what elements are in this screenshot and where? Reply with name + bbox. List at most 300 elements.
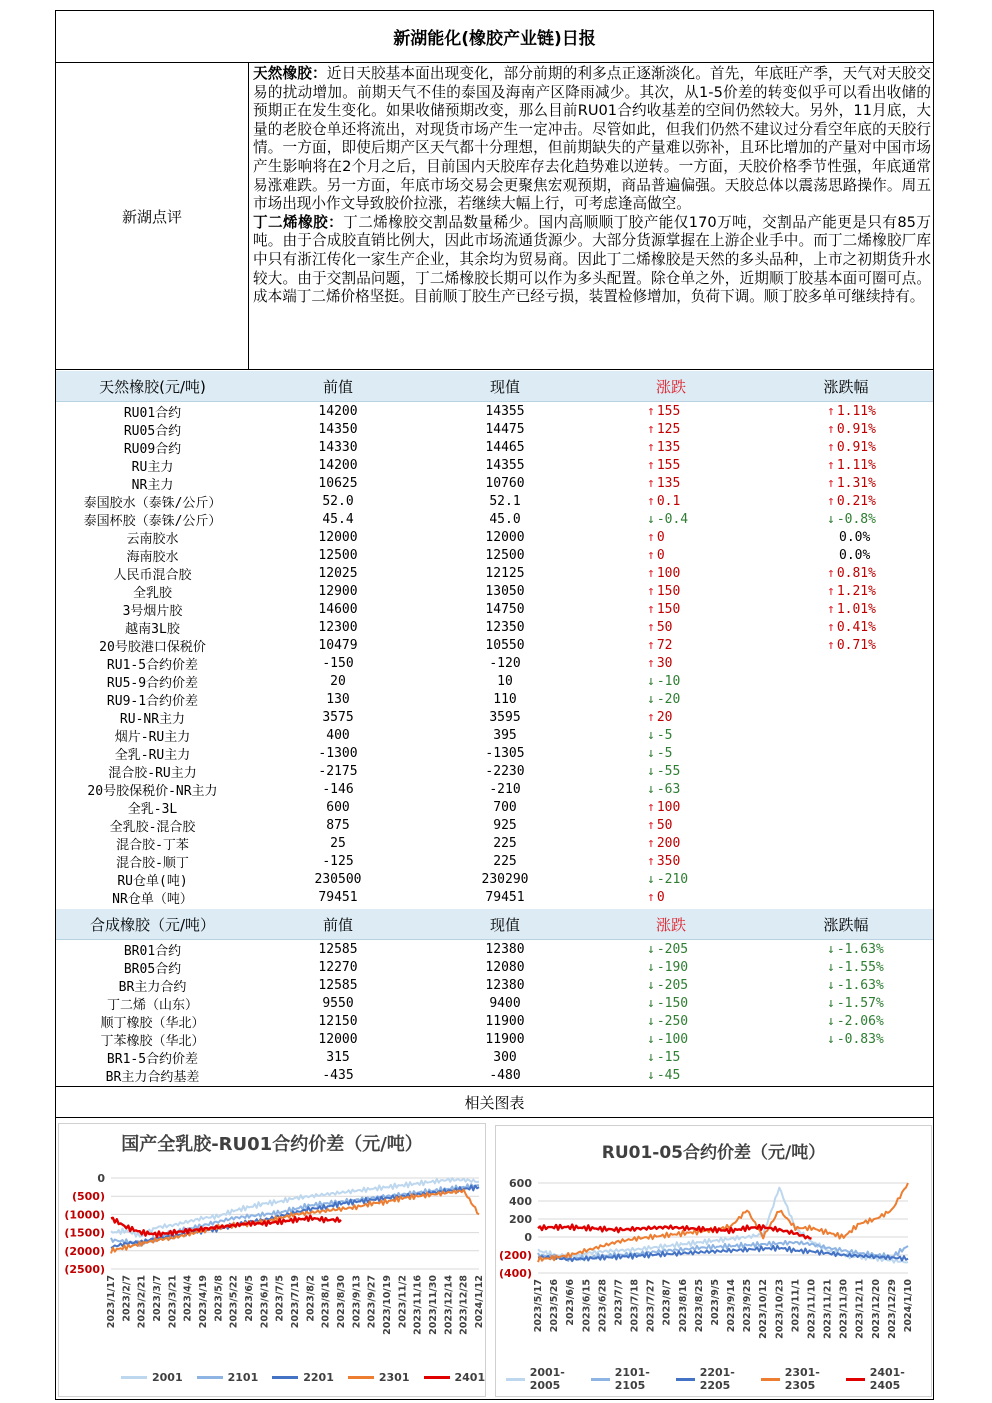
br-table-header xyxy=(56,909,933,940)
row-change: -210 xyxy=(656,871,689,887)
row-name: RU-NR主力 xyxy=(119,711,186,727)
down-arrow-icon: ↓ xyxy=(827,977,835,993)
row-name: BR05合约 xyxy=(123,961,182,977)
legend-label: 2001-2005 xyxy=(529,1366,565,1392)
nr-table-row xyxy=(56,474,933,492)
row-pct: 0.81% xyxy=(836,565,876,581)
row-prev: 12000 xyxy=(318,529,358,545)
legend-label: 2301 xyxy=(378,1371,410,1384)
x-tick-label: 2023/7/27 xyxy=(645,1279,657,1333)
commentary-nr-body: 近日天胶基本面出现变化，部分前期的利多点正逐渐淡化。首先，年底旺产季，天气对天胶交易的扰动增加。前期天气不佳的泰国及海南产区降雨减少。其次，从1-5价差的转变似乎可以看出收储的预期正在发生变化。如果收储预期改变，那么目前RU01合约收基差的空间仍然较大。另外，11月底，大量的老胶仓单还将流出，对现货市场产生一定冲击。尽管如此，但我们仍然不建议过分看空年底的天胶行情。一方面，即使后期产区天气都十分理想，但前期缺失的产量难以弥补，且环比增加的产量对中国市场产生影响将在2个月之后，目前国内天胶库存去化趋势难以逆转。一方面，天胶价格季节性强，年底通常易涨难跌。另一方面，年底市场交易会更聚焦宏观预期，商品普遍偏强。天胶总体以震荡思路操作。周五市场出现小作文导致胶价拉涨，若继续大幅上行，可考虑逢高做空。 xyxy=(253,65,931,213)
row-prev: -1300 xyxy=(318,745,358,761)
row-name: 混合胶-丁苯 xyxy=(116,837,189,853)
y-tick-label: 0 xyxy=(524,1231,532,1244)
commentary-nr xyxy=(253,65,931,214)
br-header-change: 涨跌 xyxy=(655,915,686,934)
row-name: BR主力合约基差 xyxy=(105,1069,200,1085)
up-arrow-icon: ↑ xyxy=(647,565,655,581)
row-cur: 13050 xyxy=(485,583,525,599)
row-name: 泰国杯胶（泰铢/公斤） xyxy=(83,513,222,529)
nr-table-row xyxy=(56,672,933,690)
br-header-pct: 涨跌幅 xyxy=(823,915,869,934)
row-name: 混合胶-顺丁 xyxy=(116,855,189,871)
legend-swatch xyxy=(761,1378,780,1381)
row-cur: 12380 xyxy=(485,977,525,993)
down-arrow-icon: ↓ xyxy=(647,941,655,957)
row-change: -63 xyxy=(656,781,681,797)
row-change: 0 xyxy=(656,889,665,905)
row-pct: -1.63% xyxy=(836,977,884,993)
up-arrow-icon: ↑ xyxy=(647,403,655,419)
row-prev: 600 xyxy=(326,799,350,815)
nr-table-row xyxy=(56,546,933,564)
row-name: 混合胶-RU主力 xyxy=(108,765,197,781)
x-tick-label: 2023/8/7 xyxy=(661,1279,673,1326)
row-change: -15 xyxy=(656,1049,681,1065)
row-name: RU05合约 xyxy=(123,423,182,439)
row-change: 0 xyxy=(656,547,665,563)
x-tick-label: 2023/11/30 xyxy=(838,1279,850,1339)
row-cur: 11900 xyxy=(485,1031,525,1047)
up-arrow-icon: ↑ xyxy=(827,457,835,473)
row-cur: 9400 xyxy=(489,995,521,1011)
row-change: 150 xyxy=(656,601,681,617)
row-pct: 1.21% xyxy=(836,583,876,599)
row-change: 72 xyxy=(656,637,673,653)
nr-table-row xyxy=(56,726,933,744)
nr-table-body xyxy=(56,402,933,906)
x-tick-label: 2023/7/5 xyxy=(274,1275,286,1322)
row-change: 0 xyxy=(656,529,665,545)
legend-swatch xyxy=(591,1378,610,1381)
x-tick-label: 2023/6/28 xyxy=(597,1279,609,1333)
row-prev: 14200 xyxy=(318,457,358,473)
row-prev: -146 xyxy=(322,781,354,797)
nr-table-row xyxy=(56,420,933,438)
x-tick-label: 2023/11/30 xyxy=(428,1275,439,1335)
row-pct: -1.55% xyxy=(836,959,884,975)
series-line-2301 xyxy=(111,1190,479,1254)
row-cur: 14475 xyxy=(485,421,525,437)
x-tick-label: 2023/6/6 xyxy=(565,1279,577,1326)
legend-swatch xyxy=(846,1378,865,1381)
x-tick-label: 2023/8/30 xyxy=(336,1275,347,1329)
row-prev: 400 xyxy=(326,727,350,743)
natural-rubber-table xyxy=(56,371,933,906)
x-tick-label: 2023/2/7 xyxy=(121,1275,133,1322)
row-change: 150 xyxy=(656,583,681,599)
down-arrow-icon: ↓ xyxy=(647,727,655,743)
up-arrow-icon: ↑ xyxy=(827,601,835,617)
up-arrow-icon: ↑ xyxy=(647,601,655,617)
legend-item xyxy=(348,1371,410,1384)
row-change: -0.4 xyxy=(656,511,689,527)
nr-table-row xyxy=(56,492,933,510)
x-tick-label: 2023/12/20 xyxy=(870,1279,882,1339)
x-tick-label: 2023/2/21 xyxy=(136,1275,148,1329)
x-tick-label: 2023/12/28 xyxy=(458,1275,470,1335)
br-table-row xyxy=(56,1066,933,1084)
x-tick-label: 2023/5/8 xyxy=(213,1275,225,1322)
row-name: 全乳-3L xyxy=(127,801,178,817)
x-tick-label: 2023/9/25 xyxy=(742,1279,754,1333)
row-pct: -2.06% xyxy=(836,1013,884,1029)
row-prev: 12585 xyxy=(318,941,358,957)
row-prev: 3575 xyxy=(322,709,354,725)
row-prev: 130 xyxy=(326,691,350,707)
x-tick-label: 2023/11/21 xyxy=(822,1279,834,1339)
row-cur: -2230 xyxy=(485,763,525,779)
row-change: -190 xyxy=(656,959,689,975)
y-tick-label: (200) xyxy=(498,1249,532,1262)
legend-item xyxy=(846,1366,917,1392)
legend-item xyxy=(676,1366,747,1392)
row-name: RU主力 xyxy=(131,459,174,475)
row-change: 20 xyxy=(656,709,673,725)
row-cur: 12500 xyxy=(485,547,525,563)
row-cur: 925 xyxy=(493,817,517,833)
br-table-row xyxy=(56,1030,933,1048)
x-tick-label: 2023/9/5 xyxy=(709,1279,721,1326)
row-pct: 0.41% xyxy=(836,619,876,635)
row-cur: 79451 xyxy=(485,889,525,905)
row-pct: -0.8% xyxy=(836,511,876,527)
row-change: 30 xyxy=(656,655,673,671)
nr-table-row xyxy=(56,888,933,906)
row-cur: 12350 xyxy=(485,619,525,635)
up-arrow-icon: ↑ xyxy=(647,709,655,725)
legend-label: 2201 xyxy=(303,1371,334,1384)
legend-swatch xyxy=(506,1378,525,1381)
up-arrow-icon: ↑ xyxy=(647,421,655,437)
up-arrow-icon: ↑ xyxy=(647,493,655,509)
row-pct: 0.0% xyxy=(839,529,871,545)
row-prev: 12025 xyxy=(318,565,358,581)
x-tick-label: 2023/5/26 xyxy=(549,1279,561,1333)
nr-table-row xyxy=(56,744,933,762)
row-prev: 12500 xyxy=(318,547,358,563)
legend-item xyxy=(506,1366,577,1392)
br-header-name: 合成橡胶（元/吨） xyxy=(89,915,216,934)
row-change: -5 xyxy=(656,745,673,761)
row-change: 100 xyxy=(656,799,681,815)
br-table-row xyxy=(56,958,933,976)
row-cur: 45.0 xyxy=(489,511,521,527)
down-arrow-icon: ↓ xyxy=(647,995,655,1011)
up-arrow-icon: ↑ xyxy=(647,853,655,869)
row-pct: 0.21% xyxy=(836,493,876,509)
up-arrow-icon: ↑ xyxy=(827,583,835,599)
chart-plot xyxy=(496,1126,933,1398)
x-tick-label: 2023/12/29 xyxy=(886,1279,898,1339)
x-tick-label: 2023/7/18 xyxy=(629,1279,641,1333)
down-arrow-icon: ↓ xyxy=(827,959,835,975)
row-prev: 14350 xyxy=(318,421,358,437)
row-prev: 12300 xyxy=(318,619,358,635)
down-arrow-icon: ↓ xyxy=(647,871,655,887)
x-tick-label: 2023/8/2 xyxy=(305,1275,317,1322)
row-change: -5 xyxy=(656,727,673,743)
latex-ru01-spread-chart xyxy=(58,1123,486,1397)
down-arrow-icon: ↓ xyxy=(647,511,655,527)
nr-table-row xyxy=(56,654,933,672)
x-tick-label: 2023/5/17 xyxy=(533,1279,544,1333)
row-name: 云南胶水 xyxy=(126,531,179,547)
up-arrow-icon: ↑ xyxy=(647,889,655,905)
up-arrow-icon: ↑ xyxy=(827,439,835,455)
nr-header-cur: 现值 xyxy=(489,377,520,396)
nr-table-header xyxy=(56,371,933,402)
row-prev: 14600 xyxy=(318,601,358,617)
y-tick-label: (1500) xyxy=(64,1226,105,1240)
row-prev: 12585 xyxy=(318,977,358,993)
br-table-row xyxy=(56,1012,933,1030)
row-prev: -125 xyxy=(322,853,354,869)
row-change: 50 xyxy=(656,817,673,833)
row-cur: 14750 xyxy=(485,601,525,617)
row-cur: -1305 xyxy=(485,745,525,761)
down-arrow-icon: ↓ xyxy=(647,745,655,761)
x-tick-label: 2024/1/10 xyxy=(903,1279,914,1333)
y-tick-label: 600 xyxy=(509,1177,532,1190)
row-change: 155 xyxy=(656,403,681,419)
legend-item xyxy=(272,1371,334,1384)
row-cur: 14355 xyxy=(485,457,525,473)
row-pct: 1.01% xyxy=(836,601,876,617)
up-arrow-icon: ↑ xyxy=(647,475,655,491)
row-change: -205 xyxy=(656,941,689,957)
x-tick-label: 2023/11/10 xyxy=(806,1279,818,1339)
row-cur: 14355 xyxy=(485,403,525,419)
commentary-section xyxy=(56,63,933,370)
x-tick-label: 2023/3/21 xyxy=(167,1275,179,1329)
x-tick-label: 2023/4/19 xyxy=(198,1275,209,1329)
nr-table-row xyxy=(56,564,933,582)
legend-label: 2101-2105 xyxy=(614,1366,650,1392)
y-tick-label: 200 xyxy=(509,1213,532,1226)
legend-label: 2001 xyxy=(152,1371,183,1384)
row-cur: -480 xyxy=(489,1067,521,1083)
row-pct: 0.91% xyxy=(836,439,876,455)
down-arrow-icon: ↓ xyxy=(647,673,655,689)
row-pct: 1.11% xyxy=(836,403,876,419)
row-prev: 20 xyxy=(330,673,346,689)
up-arrow-icon: ↑ xyxy=(647,835,655,851)
up-arrow-icon: ↑ xyxy=(827,619,835,635)
up-arrow-icon: ↑ xyxy=(647,457,655,473)
nr-table-row xyxy=(56,528,933,546)
nr-header-prev: 前值 xyxy=(322,377,353,396)
x-tick-label: 2023/10/12 xyxy=(758,1279,770,1339)
x-tick-label: 2023/9/27 xyxy=(366,1275,378,1329)
x-tick-label: 2023/12/11 xyxy=(854,1279,866,1339)
br-table-row xyxy=(56,940,933,958)
row-name: RU5-9合约价差 xyxy=(106,675,199,691)
row-name: 全乳胶 xyxy=(132,585,172,601)
br-table-row xyxy=(56,1048,933,1066)
up-arrow-icon: ↑ xyxy=(647,529,655,545)
down-arrow-icon: ↓ xyxy=(827,1013,835,1029)
row-prev: 14330 xyxy=(318,439,358,455)
row-cur: 11900 xyxy=(485,1013,525,1029)
br-table-row xyxy=(56,976,933,994)
row-name: NR仓单（吨） xyxy=(112,891,193,907)
y-tick-label: (2000) xyxy=(64,1244,105,1258)
nr-table-row xyxy=(56,438,933,456)
down-arrow-icon: ↓ xyxy=(647,1013,655,1029)
row-name: 越南3L胶 xyxy=(125,621,180,637)
row-name: 泰国胶水（泰铢/公斤） xyxy=(83,495,222,511)
x-tick-label: 2023/9/14 xyxy=(726,1279,738,1333)
row-prev: 25 xyxy=(330,835,346,851)
legend-label: 2201-2205 xyxy=(699,1366,735,1392)
row-prev: 9550 xyxy=(322,995,354,1011)
up-arrow-icon: ↑ xyxy=(827,565,835,581)
row-cur: 700 xyxy=(493,799,517,815)
row-pct: -0.83% xyxy=(836,1031,884,1047)
row-cur: 225 xyxy=(493,835,517,851)
row-cur: 230290 xyxy=(481,871,529,887)
nr-header-change: 涨跌 xyxy=(655,377,686,396)
x-tick-label: 2023/6/5 xyxy=(244,1275,255,1322)
down-arrow-icon: ↓ xyxy=(647,691,655,707)
row-name: 烟片-RU主力 xyxy=(114,729,191,745)
y-tick-label: (2500) xyxy=(64,1263,105,1276)
x-tick-label: 2023/10/19 xyxy=(382,1275,393,1335)
row-prev: 12000 xyxy=(318,1031,358,1047)
down-arrow-icon: ↓ xyxy=(647,1031,655,1047)
nr-header-pct: 涨跌幅 xyxy=(823,377,869,396)
row-cur: 10550 xyxy=(485,637,525,653)
up-arrow-icon: ↑ xyxy=(827,403,835,419)
down-arrow-icon: ↓ xyxy=(827,511,835,527)
x-tick-label: 2024/1/12 xyxy=(474,1275,485,1329)
down-arrow-icon: ↓ xyxy=(647,763,655,779)
legend-swatch xyxy=(272,1376,298,1379)
up-arrow-icon: ↑ xyxy=(647,637,655,653)
row-prev: 10479 xyxy=(318,637,358,653)
row-prev: 12150 xyxy=(318,1013,358,1029)
nr-table-row xyxy=(56,618,933,636)
row-cur: 300 xyxy=(493,1049,517,1065)
row-name: 丁苯橡胶（华北） xyxy=(100,1033,205,1049)
up-arrow-icon: ↑ xyxy=(647,799,655,815)
row-name: RU仓单(吨) xyxy=(117,873,188,889)
x-tick-label: 2023/7/7 xyxy=(613,1279,625,1326)
row-cur: 10760 xyxy=(485,475,525,491)
br-table-body xyxy=(56,940,933,1084)
row-cur: 10 xyxy=(497,673,513,689)
row-prev: 52.0 xyxy=(322,493,354,509)
row-cur: 12380 xyxy=(485,941,525,957)
row-name: RU09合约 xyxy=(123,441,182,457)
row-prev: 230500 xyxy=(314,871,362,887)
row-name: 20号胶保税价-NR主力 xyxy=(87,783,218,799)
row-prev: 12900 xyxy=(318,583,358,599)
x-tick-label: 2023/11/2 xyxy=(397,1275,409,1329)
legend-item xyxy=(121,1371,183,1384)
row-name: RU01合约 xyxy=(123,405,182,421)
row-change: 155 xyxy=(656,457,681,473)
nr-table-row xyxy=(56,690,933,708)
x-tick-label: 2023/6/19 xyxy=(259,1275,271,1329)
up-arrow-icon: ↑ xyxy=(647,583,655,599)
br-header-cur: 现值 xyxy=(489,915,520,934)
row-name: BR主力合约 xyxy=(118,979,187,995)
x-tick-label: 2023/8/16 xyxy=(677,1279,689,1333)
x-tick-label: 2023/9/13 xyxy=(351,1275,363,1329)
up-arrow-icon: ↑ xyxy=(647,655,655,671)
row-name: NR主力 xyxy=(131,477,174,493)
x-tick-label: 2023/7/19 xyxy=(290,1275,301,1329)
row-change: 125 xyxy=(656,421,681,437)
row-prev: 79451 xyxy=(318,889,358,905)
row-cur: 110 xyxy=(493,691,517,707)
row-prev: 45.4 xyxy=(322,511,354,527)
row-pct: -1.63% xyxy=(836,941,884,957)
row-prev: 875 xyxy=(326,817,350,833)
commentary-text xyxy=(253,65,931,307)
row-name: BR01合约 xyxy=(123,943,182,959)
up-arrow-icon: ↑ xyxy=(647,619,655,635)
row-prev: 14200 xyxy=(318,403,358,419)
nr-table-row xyxy=(56,708,933,726)
up-arrow-icon: ↑ xyxy=(647,547,655,563)
row-prev: -2175 xyxy=(318,763,358,779)
row-change: -100 xyxy=(656,1031,689,1047)
nr-header-name: 天然橡胶(元/吨) xyxy=(99,377,206,396)
row-pct: 0.71% xyxy=(836,637,876,653)
report-title: 新湖能化(橡胶产业链)日报 xyxy=(56,11,933,63)
y-tick-label: (400) xyxy=(498,1267,532,1280)
row-name: 全乳-RU主力 xyxy=(114,747,191,763)
row-pct: 0.0% xyxy=(839,547,871,563)
x-tick-label: 2023/6/15 xyxy=(581,1279,593,1333)
x-tick-label: 2023/10/23 xyxy=(774,1279,786,1339)
row-name: RU1-5合约价差 xyxy=(106,657,199,673)
x-tick-label: 2023/11/16 xyxy=(412,1275,424,1335)
row-cur: 12000 xyxy=(485,529,525,545)
row-name: BR1-5合约价差 xyxy=(106,1051,199,1067)
nr-table-row xyxy=(56,456,933,474)
row-name: 丁二烯（山东） xyxy=(106,997,198,1013)
x-tick-label: 2023/8/25 xyxy=(693,1279,705,1333)
legend-item xyxy=(197,1371,259,1384)
row-cur: -120 xyxy=(489,655,521,671)
x-tick-label: 2023/11/1 xyxy=(790,1279,802,1333)
legend-swatch xyxy=(676,1378,695,1381)
legend-item xyxy=(424,1371,486,1384)
x-tick-label: 2023/3/7 xyxy=(152,1275,163,1322)
nr-table-row xyxy=(56,834,933,852)
row-pct: 1.31% xyxy=(836,475,876,491)
series-line-2001 xyxy=(111,1178,479,1237)
nr-table-row xyxy=(56,816,933,834)
row-cur: 395 xyxy=(493,727,517,743)
down-arrow-icon: ↓ xyxy=(827,1031,835,1047)
ru01-05-spread-chart xyxy=(495,1125,932,1397)
row-name: 人民币混合胶 xyxy=(113,567,192,583)
commentary-br-body: 丁二烯橡胶交割品数量稀少。国内高顺顺丁胶产能仅170万吨，交割品产能更是只有85万吨。由于合成胶直销比例大，因此市场流通货源少。大部分货源掌握在上游企业手中。而丁二烯橡胶厂库中只有浙江传化一家生产企业，其余均为贸易商。因此丁二烯橡胶是天然的多头品种，上市之初期货升水较大。由于交割品问题，丁二烯橡胶长期可以作为多头配置。除仓单之外，近期顺丁胶基本面可圈可点。成本端丁二烯价格坚挺。目前顺丁胶生产已经亏损，装置检修增加，负荷下调。顺丁胶多单可继续持有。 xyxy=(253,213,931,306)
row-name: 全乳胶-混合胶 xyxy=(109,819,196,835)
row-change: 100 xyxy=(656,565,681,581)
row-cur: 12080 xyxy=(485,959,525,975)
nr-table-row xyxy=(56,780,933,798)
nr-table-row xyxy=(56,852,933,870)
down-arrow-icon: ↓ xyxy=(647,977,655,993)
down-arrow-icon: ↓ xyxy=(647,781,655,797)
br-table-row xyxy=(56,994,933,1012)
